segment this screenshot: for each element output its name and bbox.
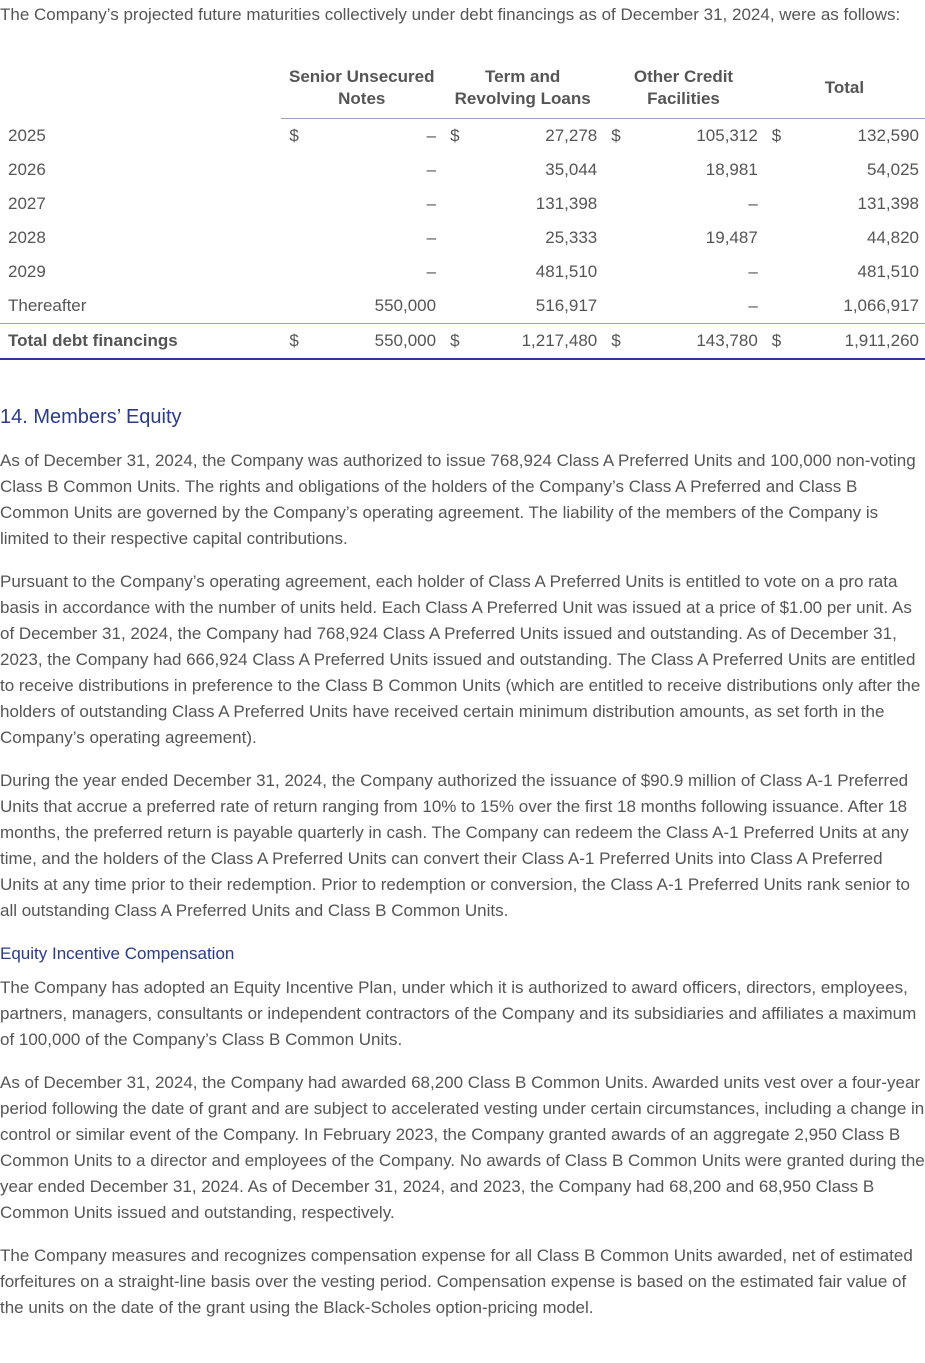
currency-symbol xyxy=(281,289,307,324)
table-row xyxy=(0,289,925,324)
currency-symbol xyxy=(764,187,790,221)
currency-symbol xyxy=(442,153,468,187)
table-row xyxy=(0,153,925,187)
amount-cell: 105,312 xyxy=(696,126,758,145)
row-label: 2026 xyxy=(8,160,46,179)
currency-symbol xyxy=(442,255,468,289)
table-row xyxy=(0,255,925,289)
currency-symbol xyxy=(281,153,307,187)
row-label: Thereafter xyxy=(8,296,87,315)
amount-cell: 132,590 xyxy=(857,126,919,145)
currency-symbol xyxy=(764,153,790,187)
amount-cell: – xyxy=(748,296,758,315)
currency-symbol xyxy=(442,187,468,221)
amount-cell: – xyxy=(748,194,758,213)
table-row xyxy=(0,187,925,221)
header-other-credit: Other Credit Facilities xyxy=(603,62,764,119)
currency-symbol: $ xyxy=(450,126,460,145)
currency-symbol: $ xyxy=(603,324,629,360)
amount-cell: 1,217,480 xyxy=(468,324,604,360)
row-label: 2027 xyxy=(8,194,46,213)
section-title: 14. Members’ Equity xyxy=(0,406,182,428)
amount-cell: 1,066,917 xyxy=(843,296,919,315)
amount-cell: – xyxy=(426,126,437,145)
currency-symbol: $ xyxy=(289,126,299,145)
amount-cell: 19,487 xyxy=(705,228,758,247)
table-total-row xyxy=(0,324,925,360)
paragraph: As of December 31, 2024, the Company had awarded 68,200 Class B Common Units. Awarded units vest over a four-year period following the date of grant and are subject to accelerated vesting under certain circumstances, including a change in control or similar event of the Company. In February 2023, the Company granted awards of an aggregate 2,950 Class B Common Units to a director and employees of the Company. No awards of Class B Common Units were granted during the year ended December 31, 2024. As of December 31, 2024, and 2023, the Company had 68,200 and 68,950 Class B Common Units issued and outstanding, respectively. xyxy=(0,1073,925,1222)
table-row xyxy=(0,119,925,154)
header-blank xyxy=(0,62,281,119)
intro-paragraph: The Company’s projected future maturities collectively under debt financings as of December 31, 2024, were as follows: xyxy=(0,5,901,24)
currency-symbol: $ xyxy=(442,324,468,360)
header-total: Total xyxy=(764,62,925,119)
amount-cell: – xyxy=(748,262,758,281)
amount-cell: 550,000 xyxy=(374,296,437,315)
amount-cell: 44,820 xyxy=(867,228,919,247)
amount-cell: – xyxy=(426,194,437,213)
amount-cell: 27,278 xyxy=(545,126,598,145)
currency-symbol xyxy=(603,187,629,221)
amount-cell: 481,510 xyxy=(535,262,598,281)
amount-cell: 1,911,260 xyxy=(789,324,925,360)
currency-symbol xyxy=(281,187,307,221)
currency-symbol xyxy=(281,221,307,255)
amount-cell: 516,917 xyxy=(535,296,598,315)
currency-symbol: $ xyxy=(281,324,307,360)
currency-symbol xyxy=(603,255,629,289)
currency-symbol: $ xyxy=(771,126,782,145)
amount-cell: – xyxy=(426,262,437,281)
amount-cell: 54,025 xyxy=(867,160,919,179)
amount-cell: 131,398 xyxy=(857,194,919,213)
amount-cell: 35,044 xyxy=(545,160,598,179)
amount-cell: 18,981 xyxy=(705,160,758,179)
currency-symbol: $ xyxy=(764,324,790,360)
row-label: 2028 xyxy=(8,228,46,247)
paragraph: The Company measures and recognizes compensation expense for all Class B Common Units awarded, net of estimated forfeitures on a straight-line basis over the vesting period. Compensation expense is based on the estimated fair value of the units on the date of the grant using the Black-Scholes option-pricing model. xyxy=(0,1246,913,1317)
table-header-row xyxy=(0,62,925,119)
header-senior-notes: Senior Unsecured Notes xyxy=(281,62,442,119)
currency-symbol xyxy=(603,153,629,187)
subsection-title: Equity Incentive Compensation xyxy=(0,944,235,963)
amount-cell: – xyxy=(426,160,437,179)
amount-cell: 143,780 xyxy=(629,324,764,360)
amount-cell: 25,333 xyxy=(545,228,598,247)
amount-cell: 131,398 xyxy=(535,194,598,213)
row-label: 2025 xyxy=(8,125,46,145)
currency-symbol xyxy=(764,289,790,324)
currency-symbol xyxy=(442,221,468,255)
paragraph: As of December 31, 2024, the Company was authorized to issue 768,924 Class A Preferred Units and 100,000 non-voting Class B Common Units. The rights and obligations of the holders of the Company’s Class A Preferred and Class B Common Units are governed by the Company’s operating agreement. The liability of the members of the Company is limited to their respective capital contributions. xyxy=(0,451,916,548)
row-label: Total debt financings xyxy=(0,324,281,360)
debt-maturities-table xyxy=(0,62,925,360)
paragraph: During the year ended December 31, 2024, the Company authorized the issuance of $90.9 million of Class A-1 Preferred Units that accrue a preferred rate of return ranging from 10% to 15% over the first 18 months following issuance. After 18 months, the preferred return is payable quarterly in cash. The Company can redeem the Class A-1 Preferred Units at any time, and the holders of the Class A Preferred Units can convert their Class A-1 Preferred Units into Class A Preferred Units at any time prior to their redemption. Prior to redemption or conversion, the Class A-1 Preferred Units rank senior to all outstanding Class A Preferred Units and Class B Common Units. xyxy=(0,771,910,920)
paragraph: Pursuant to the Company’s operating agreement, each holder of Class A Preferred Units is entitled to vote on a pro rata basis in accordance with the number of units held. Each Class A Preferred Unit was issued at a price of $1.00 per unit. As of December 31, 2024, the Company had 768,924 Class A Preferred Units issued and outstanding. As of December 31, 2023, the Company had 666,924 Class A Preferred Units issued and outstanding. The Class A Preferred Units are entitled to receive distributions in preference to the Class B Common Units (which are entitled to receive distributions only after the holders of outstanding Class A Preferred Units have received certain minimum distribution amounts, as set forth in the Company’s operating agreement). xyxy=(0,572,921,747)
currency-symbol xyxy=(764,255,790,289)
table-row xyxy=(0,221,925,255)
paragraph: The Company has adopted an Equity Incentive Plan, under which it is authorized to award officers, directors, employees, partners, managers, consultants or independent contractors of the Company and its subsidiaries and affiliates a maximum of 100,000 of the Company’s Class B Common Units. xyxy=(0,978,917,1049)
amount-cell: 550,000 xyxy=(307,324,442,360)
amount-cell: – xyxy=(426,228,437,247)
currency-symbol: $ xyxy=(611,126,621,145)
amount-cell: 481,510 xyxy=(857,262,919,281)
currency-symbol xyxy=(603,289,629,324)
currency-symbol xyxy=(281,255,307,289)
currency-symbol xyxy=(442,289,468,324)
currency-symbol xyxy=(603,221,629,255)
header-term-loans: Term and Revolving Loans xyxy=(442,62,603,119)
row-label: 2029 xyxy=(8,262,46,281)
currency-symbol xyxy=(764,221,790,255)
